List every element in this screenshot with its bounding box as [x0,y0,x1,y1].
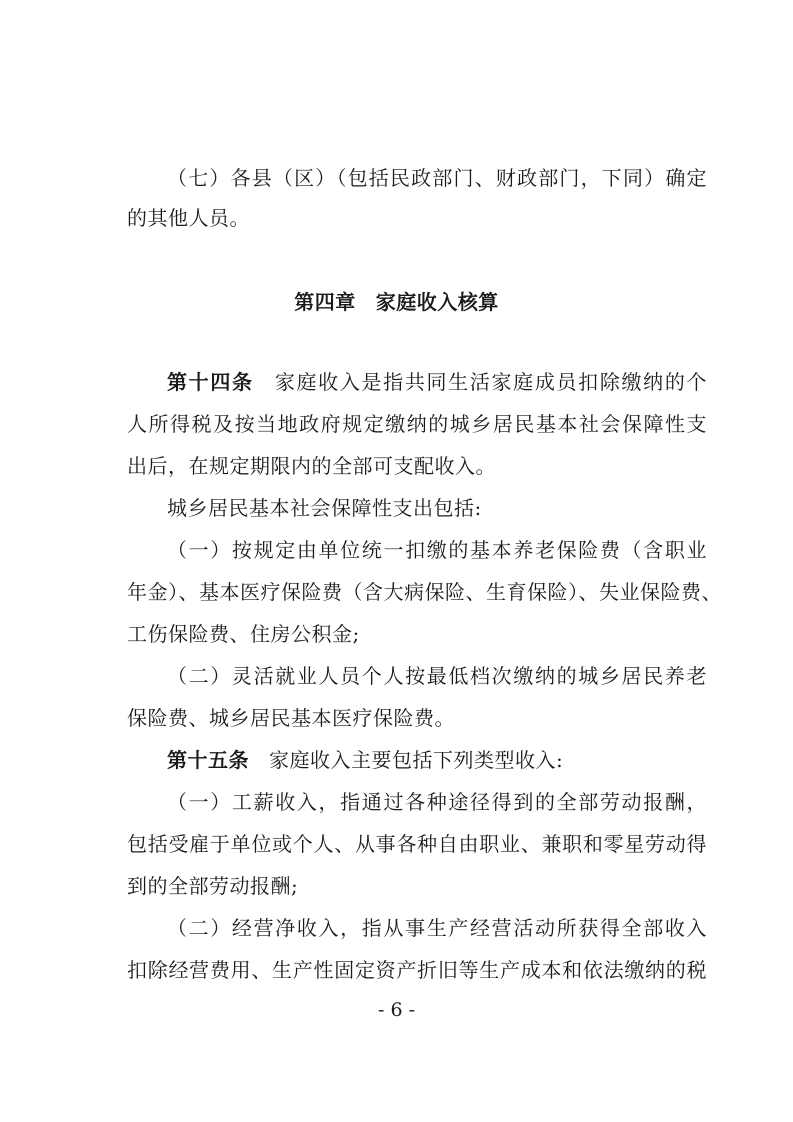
article-14-line-3: 出后，在规定期限内的全部可支配收入。 [127,454,496,478]
article-14-text: 家庭收入是指共同生活家庭成员扣除缴纳的个 [273,370,708,394]
article-14-item-2-line-1: （二）灵活就业人员个人按最低档次缴纳的城乡居民养老 [167,664,707,688]
para-7-line-1: （七）各县（区）（包括民政部门、财政部门，下同）确定 [167,166,707,190]
article-14-item-1-line-3: 工伤保险费、住房公积金; [127,622,360,646]
article-14-line-1 [167,370,707,394]
chapter-heading [0,290,793,314]
article-15-item-1-line-2: 包括受雇于单位或个人、从事各种自由职业、兼职和零星劳动得 [127,832,707,856]
para-7-line-2: 的其他人员。 [127,206,250,230]
article-15-text: 家庭收入主要包括下列类型收入: [269,748,564,772]
article-15-label: 第十五条 [167,748,249,772]
article-14-item-1-line-2: 年金）、基本医疗保险费（含大病保险、生育保险）、失业保险费、 [127,580,722,604]
article-14-label: 第十四条 [167,370,254,394]
article-14-line-2: 人所得税及按当地政府规定缴纳的城乡居民基本社会保障性支 [127,412,707,436]
article-15-item-1-line-1: （一）工薪收入，指通过各种途径得到的全部劳动报酬， [167,790,707,814]
page-number: - 6 - [377,999,415,1021]
article-15-line-1 [167,748,707,772]
article-14-para-2: 城乡居民基本社会保障性支出包括: [167,496,482,520]
article-15-item-2-line-1: （二）经营净收入，指从事生产经营活动所获得全部收入 [167,916,707,940]
article-15-item-1-line-3: 到的全部劳动报酬; [127,874,299,898]
article-15-item-2-line-2: 扣除经营费用、生产性固定资产折旧等生产成本和依法缴纳的税 [127,958,707,982]
article-14-item-1-line-1: （一）按规定由单位统一扣缴的基本养老保险费（含职业 [167,538,707,562]
article-14-item-2-line-2: 保险费、城乡居民基本医疗保险费。 [127,706,455,730]
chapter-title: 家庭收入核算 [375,290,499,314]
chapter-number: 第四章 [294,290,356,314]
